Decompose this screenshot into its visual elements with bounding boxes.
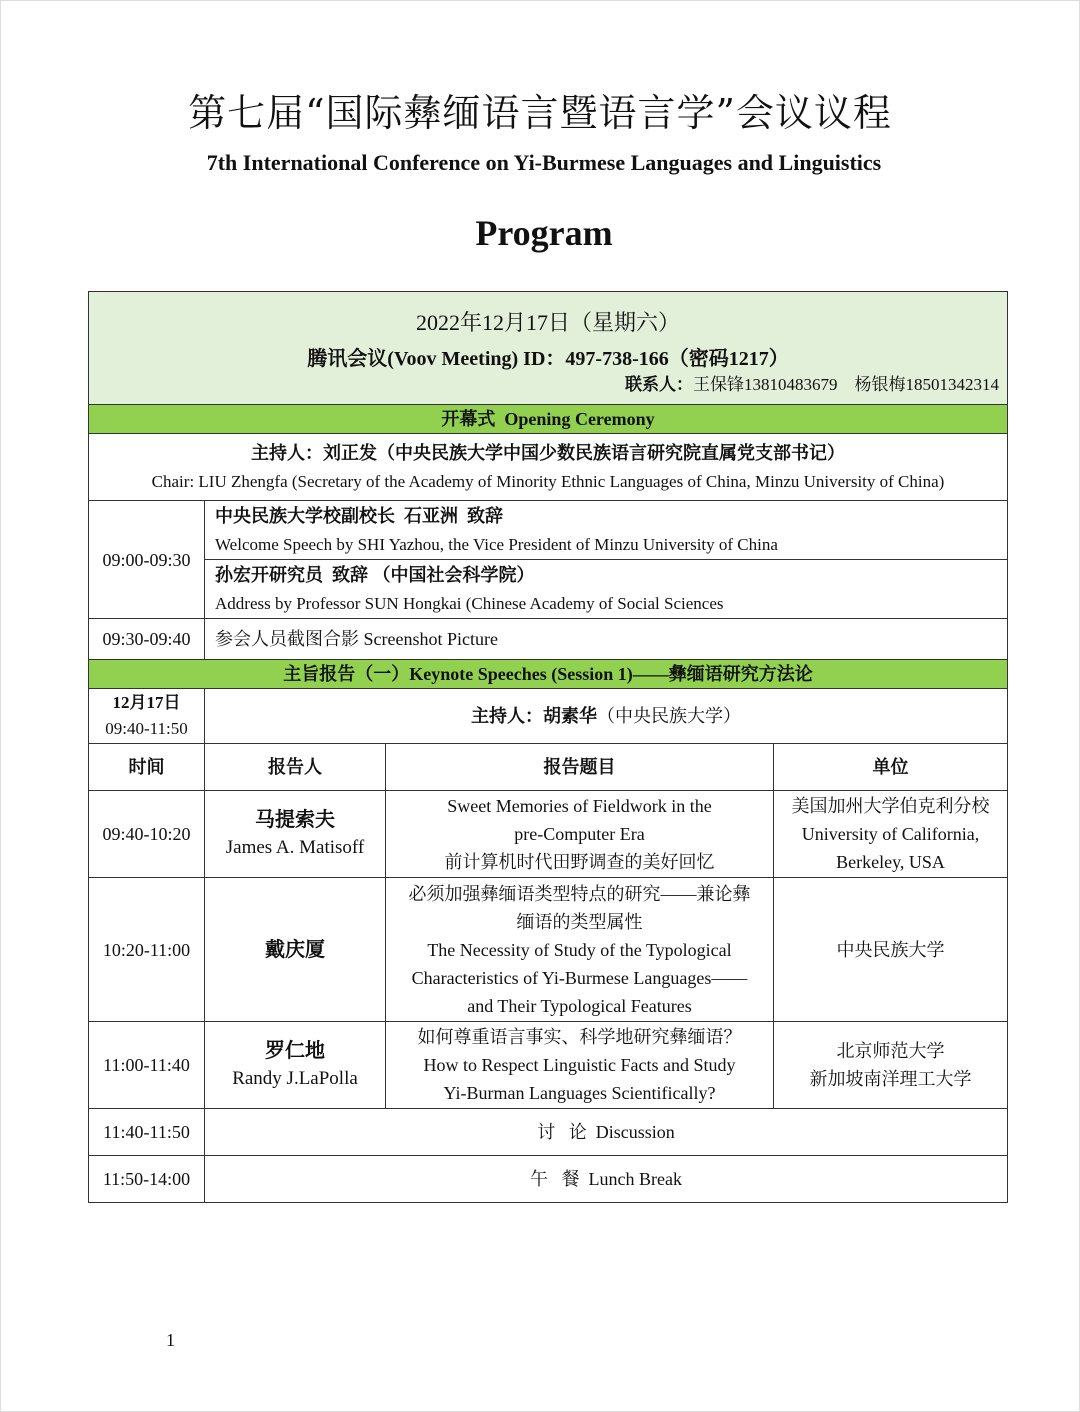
speech-title-cn: 孙宏开研究员 致辞 （中国社会科学院） — [215, 565, 535, 585]
opening-chair-cn: 主持人：刘正发（中央民族大学中国少数民族语言研究院直属党支部书记） — [251, 443, 845, 463]
opening-slot-row — [89, 501, 1008, 560]
table-row — [89, 1022, 1008, 1109]
program-heading: Program — [475, 213, 613, 253]
page-number: 1 — [166, 1330, 175, 1350]
contacts — [97, 374, 999, 398]
talk-title-line: Sweet Memories of Fieldwork in the — [447, 796, 712, 816]
opening-chair-en: Chair: LIU Zhengfa (Secretary of the Academy of Minority Ethnic Languages of China, Minzu University of China) — [151, 472, 945, 491]
table-row — [89, 878, 1008, 1022]
opening-slot-row — [89, 619, 1008, 660]
keynote-chair-affiliation: （中央民族大学） — [597, 706, 741, 726]
keynote-session-title: 主旨报告（一）Keynote Speeches (Session 1)——彝缅语研究方法论 — [89, 660, 1008, 689]
agenda-table — [88, 291, 1008, 1203]
speaker-name-cn: 罗仁地 — [265, 1040, 325, 1062]
speaker-name-en: James A. Matisoff — [225, 837, 365, 858]
talk-time: 09:40-10:20 — [89, 791, 205, 878]
speaker-name-cn: 马提索夫 — [255, 809, 335, 831]
discussion-time: 11:40-11:50 — [89, 1109, 205, 1156]
column-header-speaker: 报告人 — [205, 744, 386, 791]
keynote-chair-row — [89, 689, 1008, 744]
speech-title-cn: 中央民族大学校副校长 石亚洲 致辞 — [215, 506, 503, 526]
page-title-chinese: 第七届“国际彝缅语言暨语言学”会议议程 — [188, 91, 892, 135]
opening-ceremony-title: 开幕式 Opening Ceremony — [89, 405, 1008, 434]
screenshot-picture-item: 参会人员截图合影 Screenshot Picture — [205, 619, 1008, 660]
affiliation-line: University of California, — [801, 824, 980, 844]
talk-title-line: Yi-Burman Languages Scientifically? — [443, 1083, 716, 1103]
affiliation-line: 中央民族大学 — [836, 939, 945, 960]
lunch-row — [89, 1156, 1008, 1203]
column-header-affiliation: 单位 — [774, 744, 1008, 791]
contact-label: 联系人： — [625, 375, 694, 394]
keynote-column-headers — [89, 744, 1008, 791]
affiliation-line: 新加坡南洋理工大学 — [809, 1069, 972, 1089]
talk-title-line: 前计算机时代田野调查的美好回忆 — [444, 852, 715, 872]
talk-title-line: pre-Computer Era — [514, 824, 645, 844]
lunch-label: 午 餐 Lunch Break — [205, 1156, 1008, 1203]
talk-time: 11:00-11:40 — [89, 1022, 205, 1109]
table-row — [89, 791, 1008, 878]
opening-chair-row — [89, 434, 1008, 501]
discussion-label: 讨 论 Discussion — [205, 1109, 1008, 1156]
section-header-opening — [89, 405, 1008, 434]
discussion-row — [89, 1109, 1008, 1156]
talk-title-line: Characteristics of Yi-Burmese Languages—— — [411, 967, 748, 988]
affiliation-line: 北京师范大学 — [836, 1041, 945, 1061]
speech-title-en: Address by Professor SUN Hongkai (Chinese Academy of Social Sciences — [215, 594, 724, 613]
opening-slot-row — [89, 560, 1008, 619]
keynote-date: 12月17日 — [112, 693, 181, 712]
slot-time: 09:30-09:40 — [89, 619, 205, 660]
meeting-info-row — [89, 292, 1008, 405]
column-header-time: 时间 — [89, 744, 205, 791]
talk-title-line: The Necessity of Study of the Typological — [427, 939, 732, 960]
talk-time: 10:20-11:00 — [89, 878, 205, 1022]
speaker-name-cn: 戴庆厦 — [265, 938, 325, 961]
keynote-time-range: 09:40-11:50 — [105, 719, 188, 738]
talk-title-line: How to Respect Linguistic Facts and Study — [423, 1055, 736, 1075]
column-header-topic: 报告题目 — [386, 744, 774, 791]
page-title-english: 7th International Conference on Yi-Burmese Languages and Linguistics — [206, 150, 882, 175]
speech-title-en: Welcome Speech by SHI Yazhou, the Vice President of Minzu University of China — [215, 535, 778, 554]
keynote-chair-label: 主持人：胡素华 — [471, 706, 597, 726]
speaker-name-en: Randy J.LaPolla — [232, 1068, 358, 1089]
talk-title-line: and Their Typological Features — [467, 995, 692, 1016]
talk-title-line: 必须加强彝缅语类型特点的研究——兼论彝 — [408, 883, 751, 904]
section-header-keynote — [89, 660, 1008, 689]
affiliation-line: 美国加州大学伯克利分校 — [791, 796, 990, 816]
slot-time: 09:00-09:30 — [89, 501, 205, 619]
meeting-id: 腾讯会议(Voov Meeting) ID：497-738-166（密码1217） — [307, 348, 789, 370]
meeting-date: 2022年12月17日（星期六） — [416, 310, 681, 335]
talk-title-line: 缅语的类型属性 — [516, 911, 643, 932]
contact-numbers: 王保锋13810483679 杨银梅18501342314 — [693, 375, 1000, 394]
affiliation-line: Berkeley, USA — [836, 852, 945, 872]
lunch-time: 11:50-14:00 — [89, 1156, 205, 1203]
talk-title-line: 如何尊重语言事实、科学地研究彝缅语？ — [417, 1027, 742, 1047]
